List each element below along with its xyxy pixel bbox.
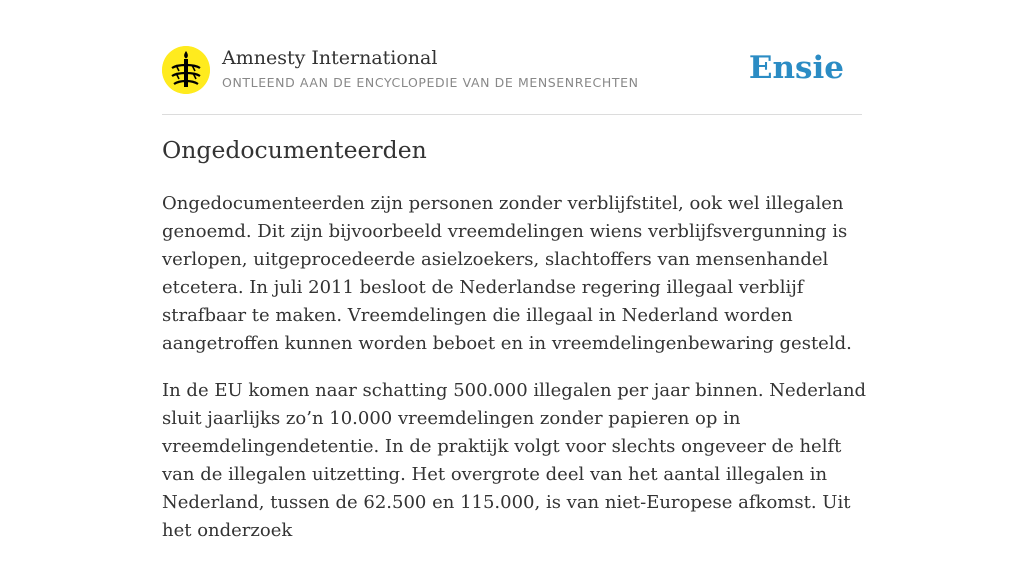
page-title: Ongedocumenteerden (162, 136, 427, 164)
amnesty-candle-icon[interactable] (162, 46, 210, 94)
article-body (162, 190, 867, 564)
paragraph: Ongedocumenteerden zijn personen zonder verblijfstitel, ook wel illegalen genoemd. Dit zijn bijvoorbeeld vreemdelingen wiens verblijfsvergunning is verlopen, uitgeprocedeerde asielzoekers, slachtoffers van mensenhandel etcetera. In juli 2011 besloot de Nederlandse regering illegaal verblijf strafbaar te maken. Vreemdelingen die illegaal in Nederland worden aangetroffen kunnen worden beboet en in vreemdelingenbewaring gesteld. (162, 193, 852, 354)
header (162, 46, 862, 115)
ensie-brand-link[interactable]: Ensie (748, 50, 844, 86)
org-name: Amnesty International (222, 47, 438, 69)
paragraph: In de EU komen naar schatting 500.000 illegalen per jaar binnen. Nederland sluit jaarlijks zo’n 10.000 vreemdelingen zonder papieren op in vreemdelingendetentie. In de praktijk volgt voor slechts ongeveer de helft van de illegalen uitzetting. Het overgrote deel van het aantal illegalen in Nederland, tussen de 62.500 en 115.000, is van niet-Europese afkomst. Uit het onderzoek (162, 380, 867, 541)
org-subtitle: ONTLEEND AAN DE ENCYCLOPEDIE VAN DE MENSENRECHTEN (222, 75, 639, 90)
